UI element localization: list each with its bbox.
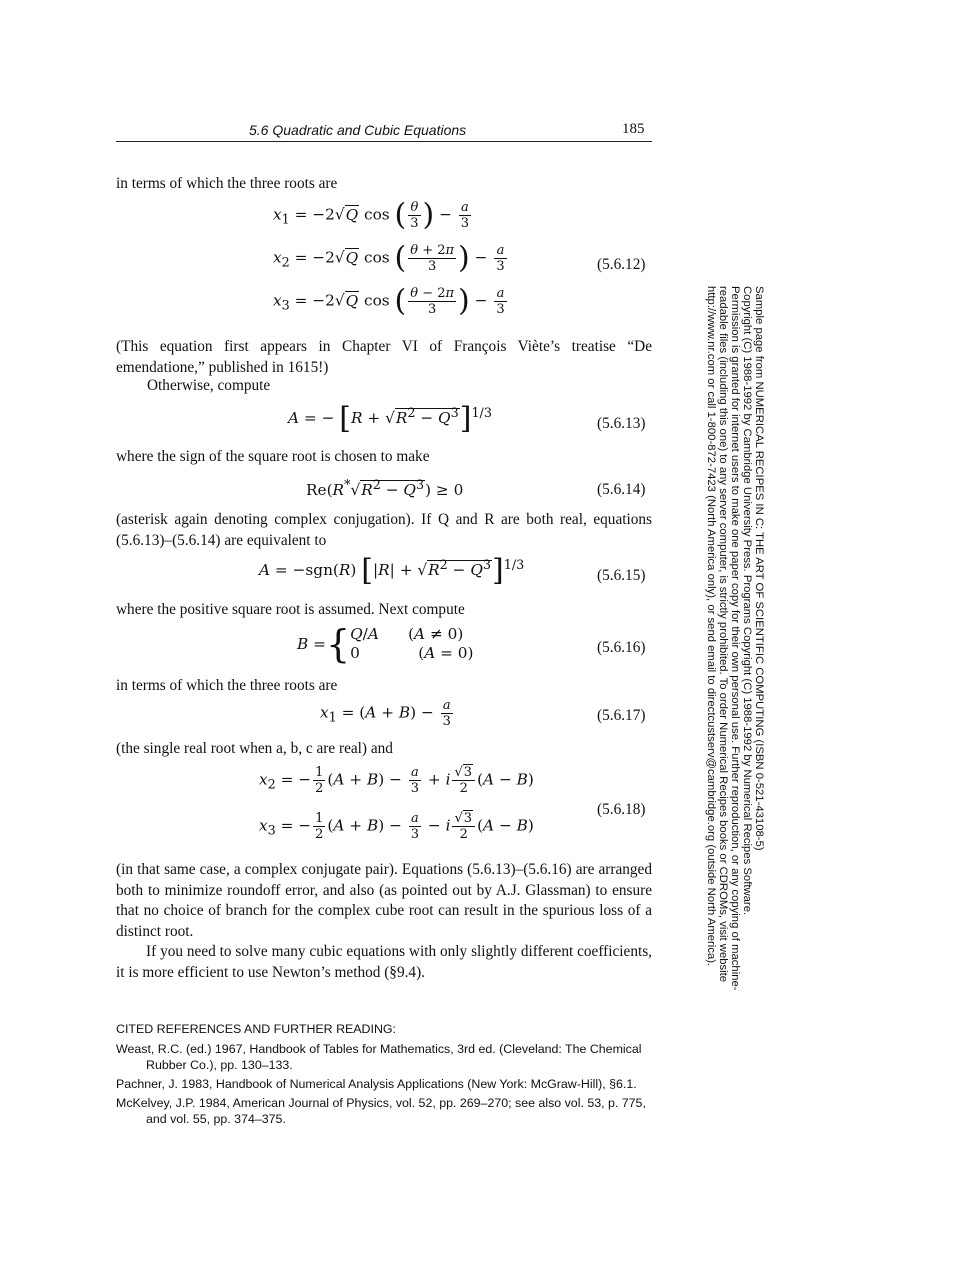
intro-text-2: in terms of which the three roots are	[116, 677, 338, 694]
page-number: 185	[622, 121, 645, 137]
equation-A: A = − $[R + √R^2 - Q^3]^{1/3}$	[288, 401, 492, 436]
references	[116, 1021, 656, 1127]
equation-x2-trig: $x_2 = -2√Q$ cos ( $\frac{\theta + 2\pi}{3}$ ) − $\frac{a}{3}$	[273, 240, 505, 276]
references-heading: CITED REFERENCES AND FURTHER READING:	[116, 1022, 396, 1036]
sidebar-line: http://www.nr.com or call 1-800-872-7423 (North America only), or send email to directcustserv@cambridge.org (outside North America).	[705, 286, 717, 967]
asterisk-note: (asterisk again denoting complex conjugation). If Q and R are both real, equations (5.6.13)–(5.6.14) are equivalent to	[116, 511, 652, 549]
equation-number: (5.6.15)	[597, 567, 646, 584]
intro-text: in terms of which the three roots are	[116, 175, 338, 192]
equation-number: (5.6.16)	[597, 639, 646, 656]
positive-root-text: where the positive square root is assumed. Next compute	[116, 601, 465, 618]
viete-note: (This equation first appears in Chapter VI of François Viète’s treatise “De emendatione,” published in 1615!)	[116, 338, 652, 376]
copyright-sidebar	[705, 286, 765, 991]
single-real-text: (the single real root when a, b, c are real) and	[116, 740, 393, 757]
equation-number: (5.6.14)	[597, 481, 646, 498]
reference-item: Weast, R.C. (ed.) 1967, Handbook of Tables for Mathematics, 3rd ed. (Cleveland: The Chemical Rubber Co.), pp. 130–133.	[116, 1042, 642, 1072]
header-rule	[116, 141, 652, 142]
newton-paragraph	[116, 942, 652, 983]
equation-number: (5.6.18)	[597, 801, 646, 818]
newton-text: If you need to solve many cubic equations with only slightly different coefficients, it is more efficient to use Newton’s method (§9.4).	[116, 943, 652, 981]
equation-x3-trig: $x_3 = -2√Q$ cos ( $\frac{\theta - 2\pi}{3}$ ) − $\frac{a}{3}$	[273, 283, 505, 319]
sidebar-line: readable files (including this one) to any server computer, is strictly prohibited. To order Numerical Recipes books or CDROMs, visit website	[717, 286, 729, 983]
equation-number: (5.6.13)	[597, 415, 646, 432]
equation-re-condition: $Re(R^*√R^2 - Q^3) \ge 0$	[306, 478, 464, 500]
sign-root-text: where the sign of the square root is chosen to make	[116, 448, 430, 465]
equation-number: (5.6.12)	[597, 256, 646, 273]
sidebar-line: Permission is granted for internet users to make one paper copy for their own personal use. Further reproduction, or any copying of machine-	[729, 286, 741, 991]
reference-item: McKelvey, J.P. 1984, American Journal of Physics, vol. 52, pp. 269–270; see also vol. 53, p. 775, and vol. 55, pp. 374–375.	[116, 1096, 646, 1126]
reference-item: Pachner, J. 1983, Handbook of Numerical Analysis Applications (New York: McGraw-Hill), §6.1.	[116, 1077, 637, 1091]
equation-x1-real: $x_1 = (A + B)$ − $\frac{a}{3}$	[320, 698, 451, 729]
otherwise-text: Otherwise, compute	[147, 377, 271, 394]
equation-x2-complex: $x_2$ = − $\frac{1}{2}$ (A + B) − $\frac{a}{3}$ + i $\frac{√3}{2}$ (A − B)	[259, 765, 534, 796]
equation-A-real: A = −sgn(R) $[|R| + √R^2 - Q^3]^{1/3}$	[259, 553, 525, 588]
equation-number: (5.6.17)	[597, 707, 646, 724]
conjugate-paragraph: (in that same case, a complex conjugate pair). Equations (5.6.13)–(5.6.16) are arranged both to minimize roundoff error, and also (as pointed out by A.J. Glassman) to ensure that no choice of branch for the complex cube root can result in the spurious loss of a distinct root.	[116, 861, 652, 940]
sidebar-line: Sample page from NUMERICAL RECIPES IN C: THE ART OF SCIENTIFIC COMPUTING (ISBN 0-521-43108-5)	[753, 286, 765, 851]
equation-x3-complex: $x_3$ = − $\frac{1}{2}$ (A + B) − $\frac{a}{3}$ − i $\frac{√3}{2}$ (A − B)	[259, 811, 534, 842]
equation-B: B ={Q/A (A ≠ 0) 0 (A = 0)	[297, 622, 474, 666]
equation-x1-trig: $x_1 = -2√Q$ cos ( $\frac{\theta}{3}$ ) − $\frac{a}{3}$	[273, 197, 470, 233]
running-header-title: 5.6 Quadratic and Cubic Equations	[249, 122, 467, 138]
sidebar-line: Copyright (C) 1988-1992 by Cambridge University Press. Programs Copyright (C) 1988-1992 by Numerical Recipes Software.	[741, 286, 753, 916]
